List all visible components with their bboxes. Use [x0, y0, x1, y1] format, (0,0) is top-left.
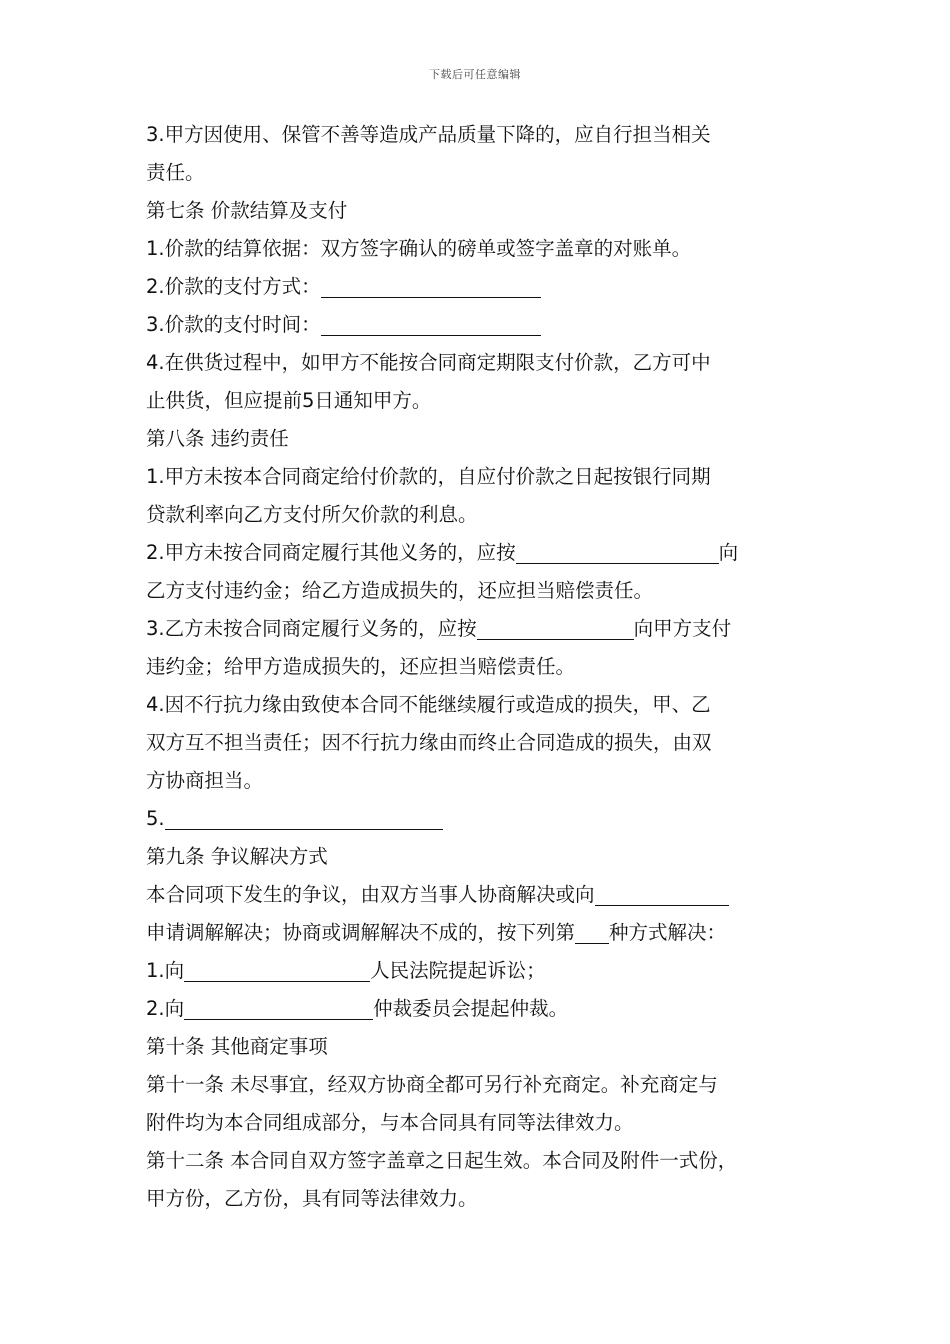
clause-text: 向	[718, 541, 739, 564]
clause-text: 申请调解解决；协商或调解解决不成的，按下列第	[146, 921, 576, 944]
clause-text: 仲裁委员会提起仲裁。	[373, 997, 569, 1020]
clause-line: 甲方份，乙方份，具有同等法律效力。	[146, 1187, 478, 1210]
fill-in-blank[interactable]	[595, 881, 729, 906]
clause-line: 1.价款的结算依据：双方签字确认的磅单或签字盖章的对账单。	[146, 237, 692, 260]
fill-in-blank[interactable]	[165, 805, 443, 830]
fill-in-blank[interactable]	[321, 311, 541, 336]
clause-text: 3.乙方未按合同商定履行义务的，应按	[146, 617, 477, 640]
fill-in-blank[interactable]	[575, 919, 609, 944]
clause-text: 2.甲方未按合同商定履行其他义务的，应按	[146, 541, 516, 564]
section-heading: 第九条 争议解决方式	[146, 845, 328, 868]
clause-line: 附件均为本合同组成部分，与本合同具有同等法律效力。	[146, 1111, 634, 1134]
clause-line: 第十二条 本合同自双方签字盖章之日起生效。本合同及附件一式份，	[146, 1149, 738, 1172]
clause-line	[146, 306, 810, 344]
page-header: 下载后可任意编辑	[429, 68, 521, 81]
clause-text: 本合同项下发生的争议，由双方当事人协商解决或向	[146, 883, 595, 906]
clause-line	[146, 610, 810, 648]
clause-text: 5.	[146, 807, 165, 830]
clause-line	[146, 952, 810, 990]
clause-line: 违约金；给甲方造成损失的，还应担当赔偿责任。	[146, 655, 576, 678]
clause-line	[146, 876, 810, 914]
clause-line	[146, 268, 810, 306]
clause-line: 3.甲方因使用、保管不善等造成产品质量下降的，应自行担当相关	[146, 123, 711, 146]
clause-line: 4.在供货过程中，如甲方不能按合同商定期限支付价款，乙方可中	[146, 351, 711, 374]
fill-in-blank[interactable]	[184, 995, 373, 1020]
document-body	[146, 116, 810, 1218]
clause-line: 第十一条 未尽事宜，经双方协商全都可另行补充商定。补充商定与	[146, 1073, 718, 1096]
clause-text: 向甲方支付	[633, 617, 732, 640]
clause-line: 双方互不担当责任；因不行抗力缘由而终止合同造成的损失，由双	[146, 731, 712, 754]
clause-text: 2.向	[146, 997, 185, 1020]
clause-text: 种方式解决：	[609, 921, 727, 944]
clause-line	[146, 914, 810, 952]
clause-line: 止供货，但应提前5日通知甲方。	[146, 389, 432, 412]
clause-text: 人民法院提起诉讼；	[370, 959, 546, 982]
fill-in-blank[interactable]	[321, 273, 541, 298]
section-heading: 第七条 价款结算及支付	[146, 199, 348, 222]
clause-line: 贷款利率向乙方支付所欠价款的利息。	[146, 503, 478, 526]
clause-line: 方协商担当。	[146, 769, 264, 792]
fill-in-blank[interactable]	[477, 615, 634, 640]
clause-text: 2.价款的支付方式：	[146, 275, 321, 298]
clause-text: 3.价款的支付时间：	[146, 313, 321, 336]
fill-in-blank[interactable]	[184, 957, 370, 982]
clause-text: 1.向	[146, 959, 185, 982]
section-heading: 第八条 违约责任	[146, 427, 289, 450]
clause-line: 责任。	[146, 161, 205, 184]
clause-line: 1.甲方未按本合同商定给付价款的，自应付价款之日起按银行同期	[146, 465, 711, 488]
section-heading: 第十条 其他商定事项	[146, 1035, 328, 1058]
clause-line	[146, 990, 810, 1028]
clause-line: 4.因不行抗力缘由致使本合同不能继续履行或造成的损失，甲、乙	[146, 693, 711, 716]
clause-line	[146, 534, 810, 572]
clause-line	[146, 800, 810, 838]
fill-in-blank[interactable]	[516, 539, 719, 564]
clause-line: 乙方支付违约金；给乙方造成损失的，还应担当赔偿责任。	[146, 579, 654, 602]
